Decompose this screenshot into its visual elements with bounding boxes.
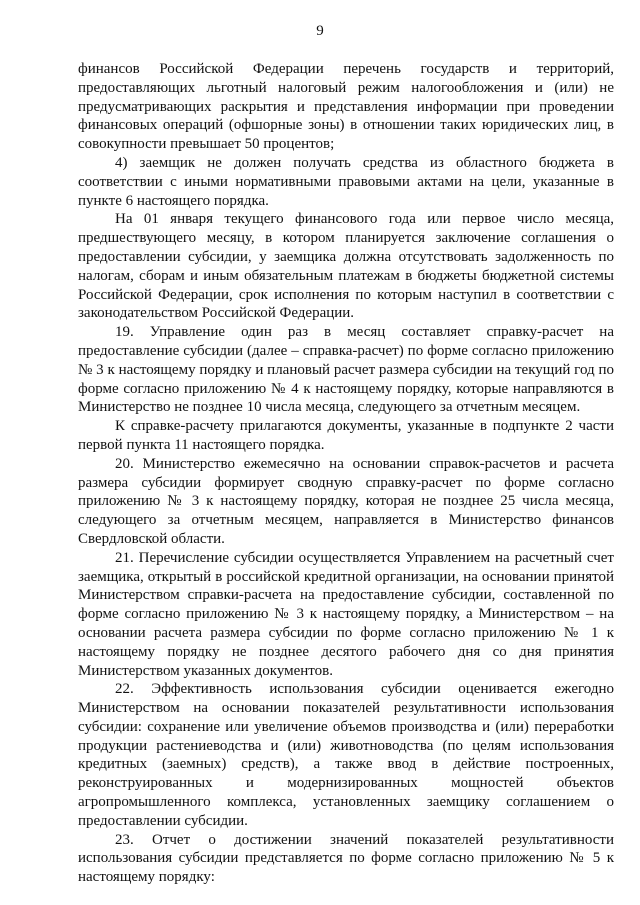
document-body bbox=[78, 60, 614, 887]
paragraph-23: 23. Отчет о достижении значений показателей результативности использования субсидии представляется по форме согласно приложению № 5 к настоящему порядку: bbox=[78, 831, 614, 886]
paragraph-21: 21. Перечисление субсидии осуществляется Управлением на расчетный счет заемщика, открытый в российской кредитной организации, на основании принятой Министерством справки-расчета на предоставление субсидии, составленной по форме согласно приложению № 3 к настоящему порядку, а Министерством – на основании расчета размера субсидии по форме согласно приложению № 1 к настоящему порядку не позднее десятого рабочего дня со дня принятия Министерством указанных документов. bbox=[78, 549, 614, 679]
paragraph-20: 20. Министерство ежемесячно на основании справок-расчетов и расчета размера субсидии формирует сводную справку-расчет по форме согласно приложению № 3 к настоящему порядку, которая не позднее 25 числа месяца, следующего за отчетным месяцем, направляется в Министерство финансов Свердловской области. bbox=[78, 455, 614, 547]
paragraph-22: 22. Эффективность использования субсидии оценивается ежегодно Министерством на основании показателей результативности использования субсидии: сохранение или увеличение объемов производства и (или) переработки продукции растениеводства и (или) животноводства (по целям использования кредитных (заемных) средств), а также ввод в действие построенных, реконструированных и модернизированных мощностей объектов агропромышленного комплекса, установленных заемщику соглашением о предоставлении субсидии. bbox=[78, 681, 614, 829]
paragraph-19: 19. Управление один раз в месяц составляет справку-расчет на предоставление субсидии (далее – справка-расчет) по форме согласно приложению № 3 к настоящему порядку и плановый расчет размера субсидии на текущий год по форме согласно приложению № 4 к настоящему порядку, которые направляются в Министерство не позднее 10 числа месяца, следующего за отчетным месяцем. bbox=[78, 324, 614, 416]
page-number: 9 bbox=[316, 23, 324, 39]
paragraph-item-4: 4) заемщик не должен получать средства из областного бюджета в соответствии с иными нормативными правовыми актами на цели, указанные в пункте 6 настоящего порядка. bbox=[78, 154, 614, 209]
paragraph-offshore-continuation: финансов Российской Федерации перечень государств и территорий, предоставляющих льготный налоговый режим налогообложения и (или) не предусматривающих раскрытия и представления информации при проведении финансовых операций (офшорные зоны) в отношении таких юридических лиц, в совокупности превышает 50 процентов; bbox=[78, 61, 614, 153]
paragraph-debt-requirement: На 01 января текущего финансового года или первое число месяца, предшествующего месяцу, в котором планируется заключение соглашения о предоставлении субсидии, у заемщика должна отсутствовать задолженность по налогам, сборам и иным обязательным платежам в бюджеты бюджетной системы Российской Федерации, срок исполнения по которым наступил в соответствии с законодательством Российской Федерации. bbox=[78, 211, 614, 322]
paragraph-attachments: К справке-расчету прилагаются документы, указанные в подпункте 2 части первой пункта 11 настоящего порядка. bbox=[78, 418, 614, 453]
